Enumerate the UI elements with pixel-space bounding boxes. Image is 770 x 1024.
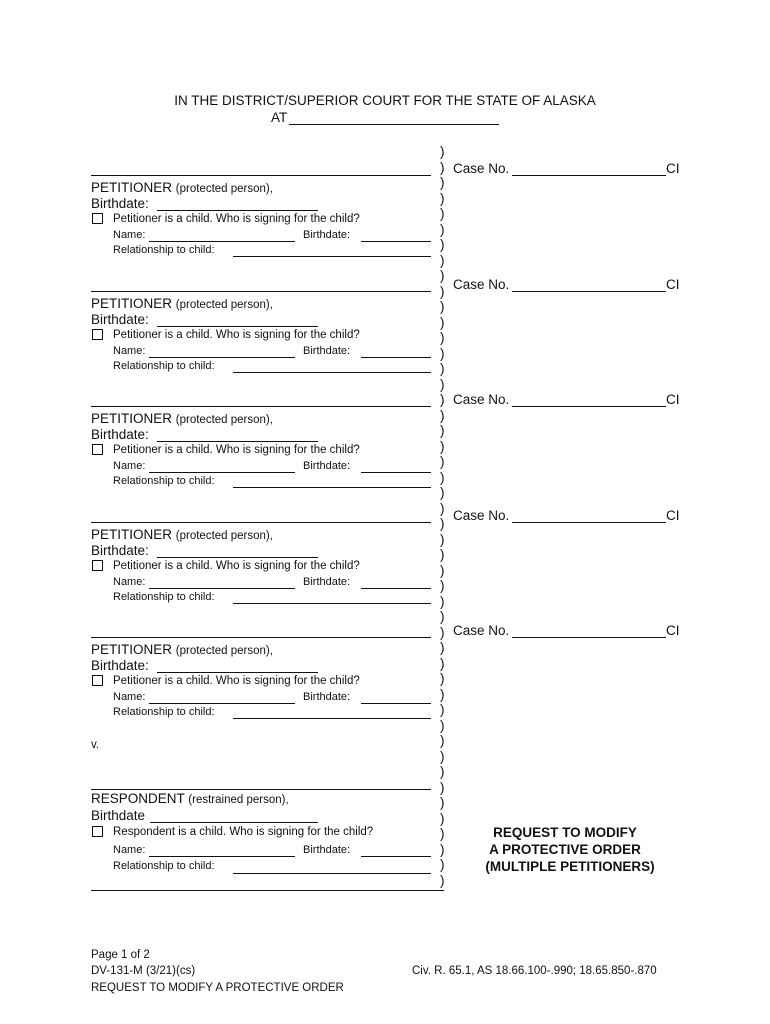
caption-paren: ) [440,392,445,407]
caption-paren: ) [440,485,445,500]
versus-label: v. [91,739,100,751]
case-suffix: CI [666,507,680,523]
court-heading: IN THE DISTRICT/SUPERIOR COURT FOR THE STATE OF ALASKA [174,93,596,108]
caption-paren: ) [440,423,445,438]
caption-paren: ) [440,299,445,314]
caption-paren: ) [440,810,445,826]
caption-paren: ) [440,562,445,578]
caption-paren: ) [440,671,445,686]
signer-birthdate-field[interactable] [361,588,431,589]
child-checkbox[interactable] [92,213,103,224]
respondent-name-field[interactable] [91,789,431,790]
child-question: Petitioner is a child. Who is signing for the child? [113,444,360,456]
relationship-label: Relationship to child: [113,359,215,372]
caption-divider [440,144,450,888]
case-suffix: CI [666,276,680,292]
relationship-field[interactable] [233,603,431,604]
case-suffix: CI [666,392,680,407]
caption-paren: ) [440,175,445,190]
child-question: Petitioner is a child. Who is signing for the child? [113,675,360,687]
caption-paren: ) [440,144,445,159]
footer-form-number: DV-131-M (3/21)(cs) [91,965,196,977]
case-number-label: Case No. [453,161,510,176]
child-question: Petitioner is a child. Who is signing for the child? [113,328,360,341]
case-number-label: Case No. [453,507,510,523]
birthdate-field[interactable] [157,441,318,442]
caption-paren: ) [440,733,445,748]
name-label: Name: [113,691,146,703]
petitioner-label: PETITIONER [91,295,173,311]
footer-page-number: Page 1 of 2 [91,949,150,961]
case-number-field[interactable] [512,291,666,292]
caption-paren: ) [440,826,445,841]
name-label: Name: [113,229,146,241]
caption-paren: ) [440,252,445,268]
petitioner-label: PETITIONER [91,180,173,195]
document-title-line1: REQUEST TO MODIFY [493,825,637,840]
caption-paren: ) [440,500,445,516]
respondent-bottom-line [91,890,444,891]
signer-birthdate-label: Birthdate: [303,229,351,241]
petitioner-name-field[interactable] [91,522,431,523]
caption-paren: ) [440,748,445,764]
birthdate-label: Birthdate: [91,658,149,673]
petitioner-note: (protected person), [175,183,273,195]
caption-paren: ) [440,764,445,779]
caption-paren: ) [440,578,445,593]
case-number-field[interactable] [512,406,666,407]
respondent-signer-birthdate-field[interactable] [361,856,431,857]
caption-paren: ) [440,516,445,531]
child-question: Petitioner is a child. Who is signing for the child? [113,213,360,225]
signer-birthdate-field[interactable] [361,472,431,473]
caption-paren: ) [440,438,445,454]
petitioner-note: (protected person), [175,414,273,426]
caption-paren: ) [440,717,445,733]
caption-paren: ) [440,283,445,299]
relationship-field[interactable] [233,718,431,719]
respondent-label: RESPONDENT [91,791,185,806]
birthdate-label: Birthdate: [91,311,149,327]
petitioner-label: PETITIONER [91,411,173,426]
respondent-signer-name-field[interactable] [149,856,295,857]
case-number-label: Case No. [453,623,510,638]
signer-birthdate-label: Birthdate: [303,344,351,357]
respondent-birthdate-label: Birthdate [91,808,146,823]
caption-paren: ) [440,640,445,655]
signer-birthdate-label: Birthdate: [303,575,351,588]
signer-name-field[interactable] [149,703,295,704]
relationship-label: Relationship to child: [113,590,215,603]
case-number-field[interactable] [512,637,666,638]
signer-birthdate-label: Birthdate: [303,691,351,703]
footer-form-title: REQUEST TO MODIFY A PROTECTIVE ORDER [91,982,344,994]
petitioner-name-field[interactable] [91,291,431,292]
birthdate-label: Birthdate: [91,427,149,442]
case-suffix: CI [666,623,680,638]
caption-paren: ) [440,190,445,206]
caption-paren: ) [440,345,445,361]
signer-name-field[interactable] [149,357,295,358]
birthdate-field[interactable] [157,210,318,211]
child-checkbox[interactable] [92,329,103,340]
petitioner-note: (protected person), [175,298,273,311]
relationship-field[interactable] [233,372,431,373]
caption-paren: ) [440,469,445,485]
petitioner-label: PETITIONER [91,526,173,542]
child-checkbox[interactable] [92,560,103,571]
caption-paren: ) [440,779,445,795]
child-checkbox[interactable] [92,444,103,455]
caption-paren: ) [440,702,445,717]
case-number-label: Case No. [453,276,510,292]
caption-paren: ) [440,361,445,376]
signer-name-field[interactable] [149,588,295,589]
signer-name-field[interactable] [149,472,295,473]
signer-birthdate-field[interactable] [361,241,431,242]
name-label: Name: [113,575,146,588]
respondent-child-question: Respondent is a child. Who is signing for the child? [113,826,374,838]
relationship-field[interactable] [233,487,431,488]
caption-paren: ) [440,841,445,857]
respondent-signer-birthdate-label: Birthdate: [303,844,351,856]
case-suffix: CI [666,161,680,176]
birthdate-field[interactable] [157,557,318,558]
respondent-birthdate-field[interactable] [150,822,318,823]
caption-paren: ) [440,454,445,469]
caption-paren: ) [440,221,445,237]
caption-paren: ) [440,159,445,175]
signer-birthdate-label: Birthdate: [303,460,351,472]
birthdate-label: Birthdate: [91,196,149,211]
caption-paren: ) [440,330,445,345]
document-title-line3: (MULTIPLE PETITIONERS) [485,859,655,874]
caption-paren: ) [440,268,445,283]
signer-birthdate-field[interactable] [361,357,431,358]
birthdate-label: Birthdate: [91,542,149,558]
caption-paren: ) [440,314,445,330]
petitioner-note: (protected person), [175,529,273,542]
relationship-label: Relationship to child: [113,244,215,256]
name-label: Name: [113,344,146,357]
caption-paren: ) [440,609,445,624]
respondent-relationship-label: Relationship to child: [113,860,215,872]
case-number-label: Case No. [453,392,510,407]
caption-paren: ) [440,872,445,888]
birthdate-field[interactable] [157,672,318,673]
caption-paren: ) [440,376,445,392]
petitioner-label: PETITIONER [91,642,173,657]
name-label: Name: [113,460,146,472]
caption-paren: ) [440,624,445,640]
child-question: Petitioner is a child. Who is signing for the child? [113,559,360,572]
birthdate-field[interactable] [157,326,318,327]
respondent-name-label: Name: [113,844,146,856]
caption-paren: ) [440,237,445,252]
caption-paren: ) [440,857,445,872]
caption-paren: ) [440,547,445,562]
document-title-line2: A PROTECTIVE ORDER [489,842,641,857]
petitioner-name-field[interactable] [91,406,431,407]
relationship-field[interactable] [233,256,431,257]
relationship-label: Relationship to child: [113,706,215,718]
child-checkbox[interactable] [92,675,103,686]
case-number-field[interactable] [512,522,666,523]
caption-paren: ) [440,655,445,671]
respondent-relationship-field[interactable] [233,873,431,874]
signer-birthdate-field[interactable] [361,703,431,704]
caption-paren: ) [440,407,445,423]
signer-name-field[interactable] [149,241,295,242]
petitioner-note: (protected person), [175,645,273,657]
case-number-field[interactable] [512,175,666,176]
footer-citation: Civ. R. 65.1, AS 18.66.100-.990; 18.65.850-.870 [412,965,657,977]
caption-paren: ) [440,531,445,547]
respondent-note: (restrained person), [188,794,289,806]
petitioner-name-field[interactable] [91,175,431,176]
caption-paren: ) [440,795,445,810]
caption-paren: ) [440,206,445,221]
court-location-field[interactable] [289,124,499,125]
caption-paren: ) [440,686,445,702]
relationship-label: Relationship to child: [113,475,215,487]
court-location-label: AT [271,110,288,125]
petitioner-name-field[interactable] [91,637,431,638]
respondent-child-checkbox[interactable] [92,826,103,837]
caption-paren: ) [440,593,445,609]
